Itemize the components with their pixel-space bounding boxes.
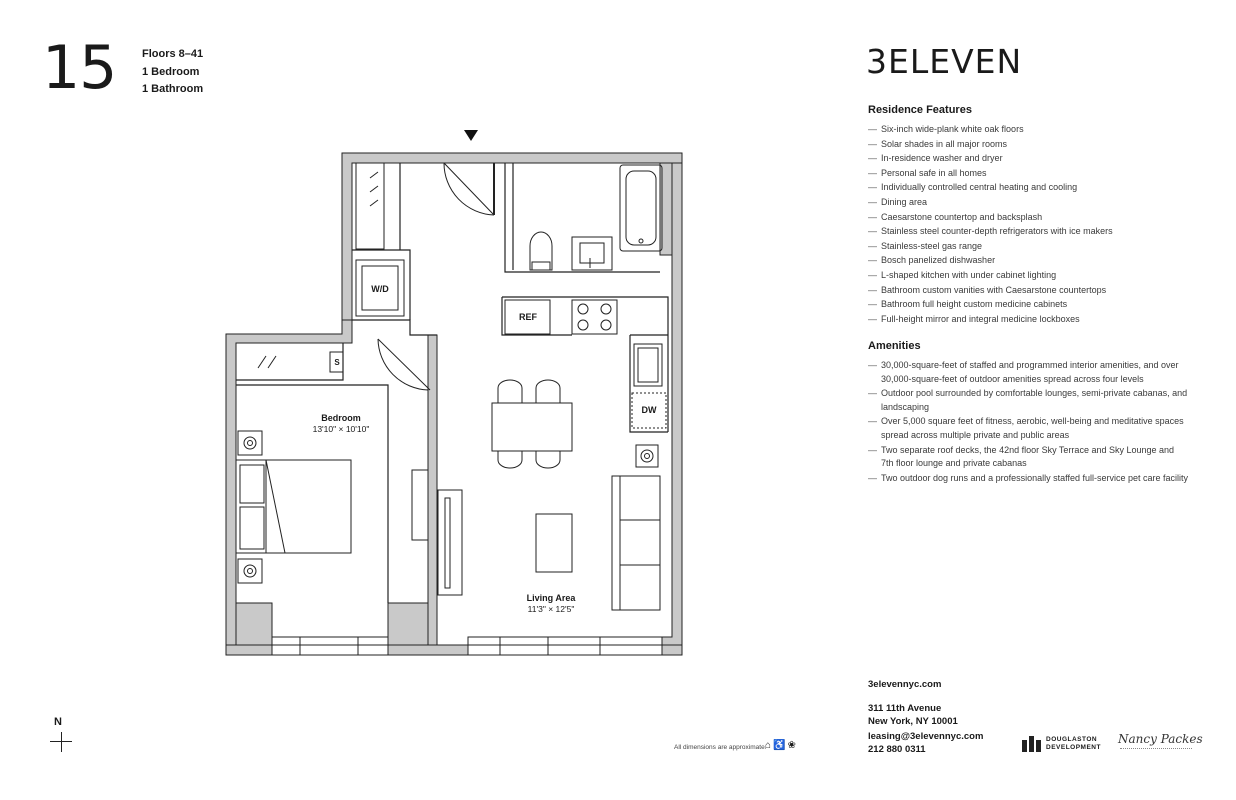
unit-bathrooms: 1 Bathroom <box>142 83 204 95</box>
feature-item: — Personal safe in all homes <box>868 167 1188 181</box>
website-link[interactable]: 3elevennyc.com <box>868 679 942 690</box>
safe-label: S <box>334 358 340 367</box>
bedroom-name: Bedroom <box>321 413 361 423</box>
bedroom-dimensions: 13'10" × 10'10" <box>312 424 370 434</box>
developer-line2: DEVELOPMENT <box>1046 744 1101 751</box>
dishwasher-label: DW <box>641 405 657 415</box>
coffee-table <box>536 514 572 572</box>
disclaimer: All dimensions are approximate. <box>674 744 767 751</box>
nightstand-top <box>238 431 262 455</box>
feature-item: — Bathroom custom vanities with Caesarstone countertops <box>868 284 1188 298</box>
entry-arrow-icon <box>464 130 478 141</box>
amenity-item: — Two outdoor dog runs and a professionally staffed full-service pet care facility <box>868 472 1188 486</box>
sofa <box>612 476 660 610</box>
unit-floors: Floors 8–41 <box>142 48 204 60</box>
amenities-title: Amenities <box>868 340 921 352</box>
feature-item: — Individually controlled central heating and cooling <box>868 181 1188 195</box>
unit-bedrooms: 1 Bedroom <box>142 65 200 78</box>
amenity-item: — Two separate roof decks, the 42nd floor Sky Terrace and Sky Lounge and 7th floor lounge and private cabanas <box>868 444 1188 471</box>
dresser <box>412 470 428 540</box>
feature-item: — Bathroom full height custom medicine cabinets <box>868 298 1188 312</box>
amenity-item: — Outdoor pool surrounded by comfortable lounges, semi-private cabanas, and landscaping <box>868 387 1188 414</box>
toilet <box>530 232 552 270</box>
address-line1: 311 11th Avenue <box>868 703 942 714</box>
nightstand-bottom <box>238 559 262 583</box>
living-area-name: Living Area <box>526 593 576 603</box>
feature-item: — Caesarstone countertop and backsplash <box>868 211 1188 225</box>
wall-bedroom-pier <box>236 603 272 645</box>
living-area-dimensions: 11'3" × 12'5" <box>527 604 575 614</box>
feature-item: — Full-height mirror and integral medicine lockboxes <box>868 313 1188 327</box>
dining-table <box>492 403 572 451</box>
feature-item: — Bosch panelized dishwasher <box>868 254 1188 268</box>
brand-logo: 3ELEVEN <box>866 42 1023 81</box>
amenity-item: — Over 5,000 square feet of fitness, aerobic, well-being and meditative spaces spread across multiple private and public areas <box>868 415 1188 442</box>
feature-item: — Solar shades in all major rooms <box>868 138 1188 152</box>
refrigerator-label: REF <box>519 312 537 322</box>
phone-number[interactable]: 212 880 0311 <box>868 744 926 755</box>
wall-upper-left <box>342 153 682 320</box>
amenity-item: — 30,000-square-feet of staffed and programmed interior amenities, and over 30,000-square-feet of outdoor amenities spread across four levels <box>868 359 1188 386</box>
residence-features-title: Residence Features <box>868 104 972 116</box>
pet-paw-icon: ❀ <box>787 740 798 751</box>
feature-item: — Six-inch wide-plank white oak floors <box>868 123 1188 137</box>
feature-item: — In-residence washer and dryer <box>868 152 1188 166</box>
email-link[interactable]: leasing@3elevennyc.com <box>868 731 984 742</box>
feature-item: — Stainless-steel gas range <box>868 240 1188 254</box>
broker-signature: Nancy Packes <box>1118 732 1203 746</box>
feature-item: — Stainless steel counter-depth refrigerators with ice makers <box>868 225 1188 239</box>
wall-partition <box>428 335 437 645</box>
bedroom-closet <box>236 343 343 380</box>
north-label: N <box>54 716 62 728</box>
washer-dryer-label: W/D <box>371 284 389 294</box>
developer-line1: DOUGLASTON <box>1046 736 1098 743</box>
feature-item: — L-shaped kitchen with under cabinet lighting <box>868 269 1188 283</box>
unit-number: 15 <box>42 33 117 103</box>
equal-housing-icon: ⌂ <box>765 740 774 751</box>
address-line2: New York, NY 10001 <box>868 716 958 727</box>
wheelchair-icon: ♿ <box>773 740 788 751</box>
sink <box>572 237 612 270</box>
outlet-living <box>636 445 658 467</box>
feature-item: — Dining area <box>868 196 1188 210</box>
gas-range <box>572 300 617 334</box>
